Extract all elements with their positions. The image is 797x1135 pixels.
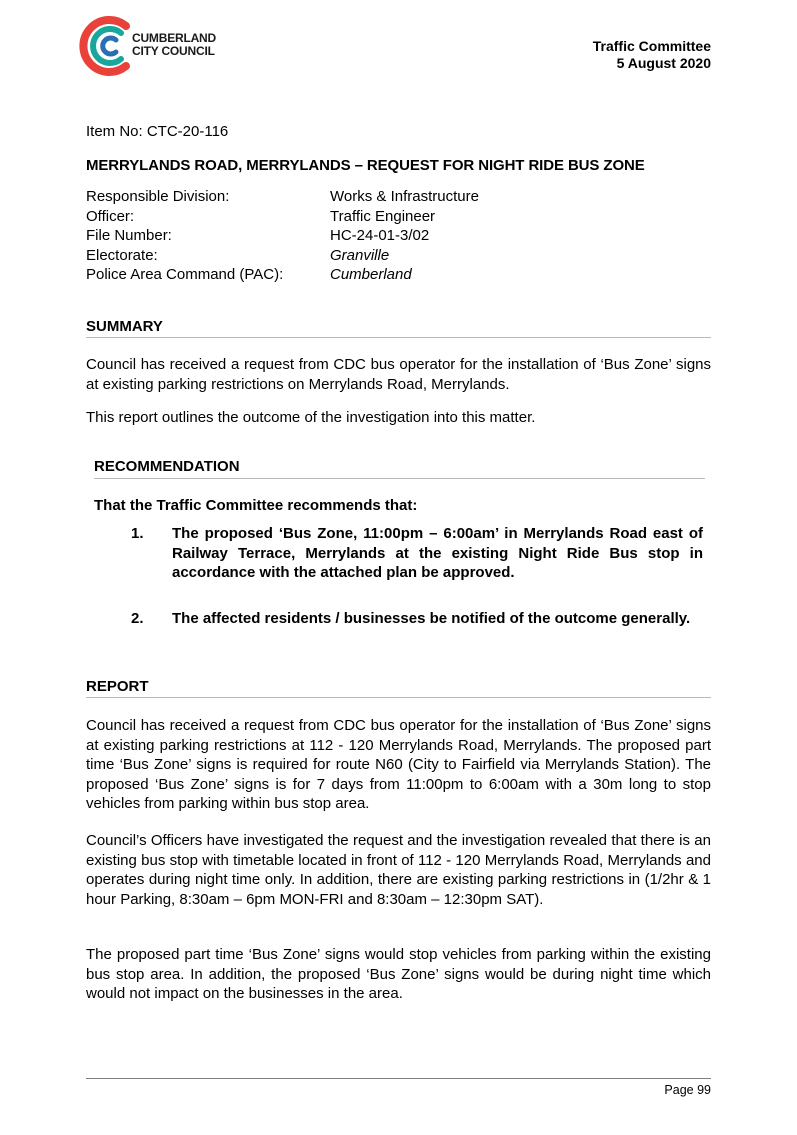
meta-key: Responsible Division: — [86, 188, 230, 205]
meta-row — [86, 207, 479, 227]
list-text: The proposed ‘Bus Zone, 11:00pm – 6:00am’ in Merrylands Road east of Railway Terrace, Merrylands at the existing Night Ride Bus stop in accordance with the attached plan be approved. — [172, 525, 703, 581]
item-number: Item No: CTC-20-116 — [86, 123, 229, 140]
meta-value: Works & Infrastructure — [330, 188, 479, 205]
summary-paragraph: This report outlines the outcome of the investigation into this matter. — [86, 409, 536, 426]
summary-paragraph: Council has received a request from CDC bus operator for the installation of ‘Bus Zone’ signs at existing parking restrictions on Merrylands Road, Merrylands. — [86, 356, 711, 393]
recommendation-intro: That the Traffic Committee recommends that: — [94, 497, 418, 514]
list-text: The affected residents / businesses be notified of the outcome generally. — [172, 609, 691, 627]
report-heading: REPORT — [86, 678, 149, 695]
meta-row — [86, 246, 479, 266]
logo-text — [132, 32, 216, 58]
logo-line2: CITY COUNCIL — [132, 44, 215, 58]
meta-row — [86, 265, 479, 285]
committee-name: Traffic Committee — [592, 38, 711, 54]
meta-key: Officer: — [86, 207, 135, 225]
report-meta — [86, 187, 479, 285]
list-item — [131, 524, 703, 583]
page-number: Page 99 — [664, 1083, 711, 1097]
meta-key: Police Area Command (PAC): — [86, 266, 284, 283]
summary-rule — [86, 337, 711, 338]
meta-value: Cumberland — [330, 266, 412, 283]
logo-line1: CUMBERLAND — [132, 31, 216, 45]
meta-value: HC-24-01-3/02 — [330, 227, 430, 244]
list-number: 1. — [131, 525, 144, 542]
footer-rule — [86, 1078, 711, 1079]
report-rule — [86, 697, 711, 698]
summary-heading: SUMMARY — [86, 318, 163, 335]
list-number: 2. — [131, 609, 144, 627]
list-item — [131, 609, 703, 629]
meeting-date: 5 August 2020 — [616, 55, 711, 71]
meta-value: Granville — [330, 246, 390, 264]
meta-row — [86, 226, 479, 246]
meta-key: Electorate: — [86, 246, 158, 264]
header-info — [593, 38, 711, 72]
council-logo-icon — [76, 14, 140, 78]
meta-row — [86, 187, 479, 207]
report-paragraph: Council has received a request from CDC bus operator for the installation of ‘Bus Zone’ signs at existing parking restrictions at 112 - 120 Merrylands Road, Merrylands. The proposed part time ‘Bus Zone’ signs is required for route N60 (City to Fairfield via Merrylands Station). The proposed ‘Bus Zone’ signs is for 7 days from 11:00pm to 6:00am with a 30m long to stop vehicles from parking within bus stop area. — [86, 717, 711, 812]
recommendation-rule — [94, 478, 705, 479]
recommendation-heading: RECOMMENDATION — [94, 458, 240, 475]
meta-value: Traffic Engineer — [330, 207, 436, 225]
report-title: MERRYLANDS ROAD, MERRYLANDS – REQUEST FOR NIGHT RIDE BUS ZONE — [86, 157, 645, 174]
recommendation-list — [131, 524, 703, 628]
meta-key: File Number: — [86, 227, 172, 244]
report-paragraph: Council’s Officers have investigated the request and the investigation revealed that there is an existing bus stop with timetable located in front of 112 - 120 Merrylands Road, Merrylands and operates during night time only. In addition, there are existing parking restrictions in (1/2hr & 1 hour Parking, 8:30am – 6pm MON-FRI and 8:30am – 12:30pm SAT). — [86, 832, 711, 908]
report-paragraph: The proposed part time ‘Bus Zone’ signs would stop vehicles from parking within the existing bus stop area. In addition, the proposed ‘Bus Zone’ signs would be during night time which would not impact on the businesses in the area. — [86, 946, 711, 1002]
